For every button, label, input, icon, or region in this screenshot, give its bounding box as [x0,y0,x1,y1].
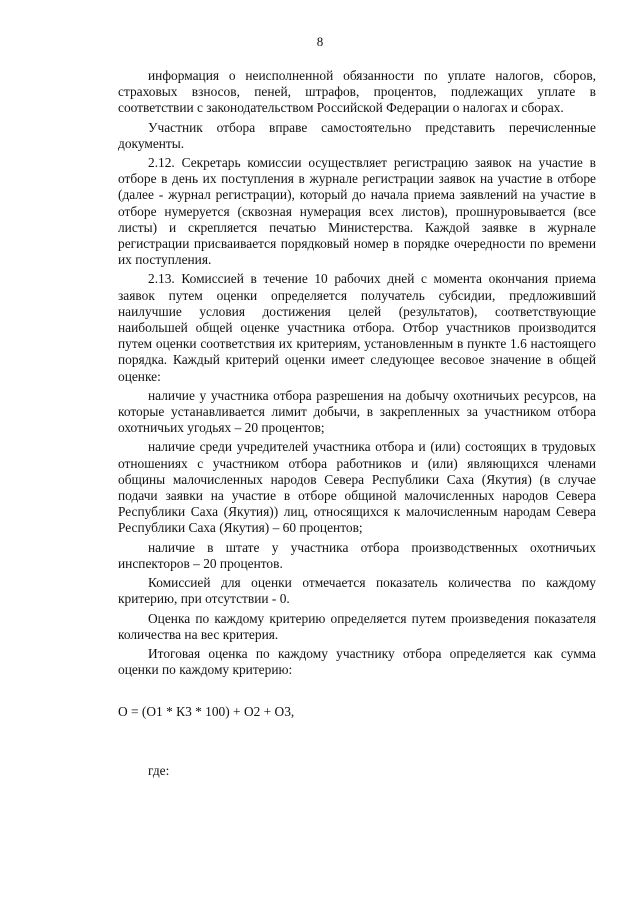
formula: О = (О1 * К3 * 100) + О2 + О3, [118,704,295,720]
paragraph: Участник отбора вправе самостоятельно представить перечисленные документы. [118,119,596,151]
paragraph: Итоговая оценка по каждому участнику отбора определяется как сумма оценки по каждому критерию: [118,645,596,678]
paragraph: наличие в штате у участника отбора производственных охотничьих инспекторов – 20 процентов. [118,539,596,571]
where-label: где: [148,762,170,778]
document-body [118,68,596,782]
paragraph: 2.13. Комиссией в течение 10 рабочих дней с момента окончания приема заявок путем оценки определяется получатель субсидии, предложивший наилучшие условия достижения целей (результатов), соответствующие наибольшей общей оценке участника отбора. Отбор участников производится путем оценки соответствия их критериям, установленным в пункте 1.6 настоящего порядка. Каждый критерий оценки имеет следующее весовое значение в общей оценке: [118,271,596,384]
paragraph: наличие среди учредителей участника отбора и (или) состоящих в трудовых отношениях с участником отбора работников и (или) являющихся членами общины малочисленных народов Севера Республики Саха (Якутия) (в случае подачи заявки на участие в отборе общиной малочисленных народов Севера Республики Саха (Якутия)) лиц, относящихся к малочисленным народам Севера Республики Саха (Якутия) – 60 процентов; [118,439,596,536]
paragraph: 2.12. Секретарь комиссии осуществляет регистрацию заявок на участие в отборе в день их поступления в журнале регистрации заявок на участие в отборе (далее - журнал регистрации), который до начала приема заявлений на участие в отборе нумеруется (сквозная нумерация всех листов), прошнуровывается (все листы) и скрепляется печатью Министерства. Каждой заявке в журнале регистрации присваивается порядковый номер в порядке очередности по времени их поступления. [118,155,596,268]
paragraph: наличие у участника отбора разрешения на добычу охотничьих ресурсов, на которые устанавливается лимит добычи, в закрепленных за участником отбора охотничьих угодьях – 20 процентов; [118,387,596,436]
paragraph: Комиссией для оценки отмечается показатель количества по каждому критерию, при отсутствии - 0. [118,575,596,607]
page-number: 8 [316,34,324,49]
paragraph: информация о неисполненной обязанности по уплате налогов, сборов, страховых взносов, пеней, штрафов, процентов, подлежащих уплате в соответствии с законодательством Российской Федерации о налогах и сборах. [118,68,596,116]
paragraph: Оценка по каждому критерию определяется путем произведения показателя количества на вес критерия. [118,610,596,642]
